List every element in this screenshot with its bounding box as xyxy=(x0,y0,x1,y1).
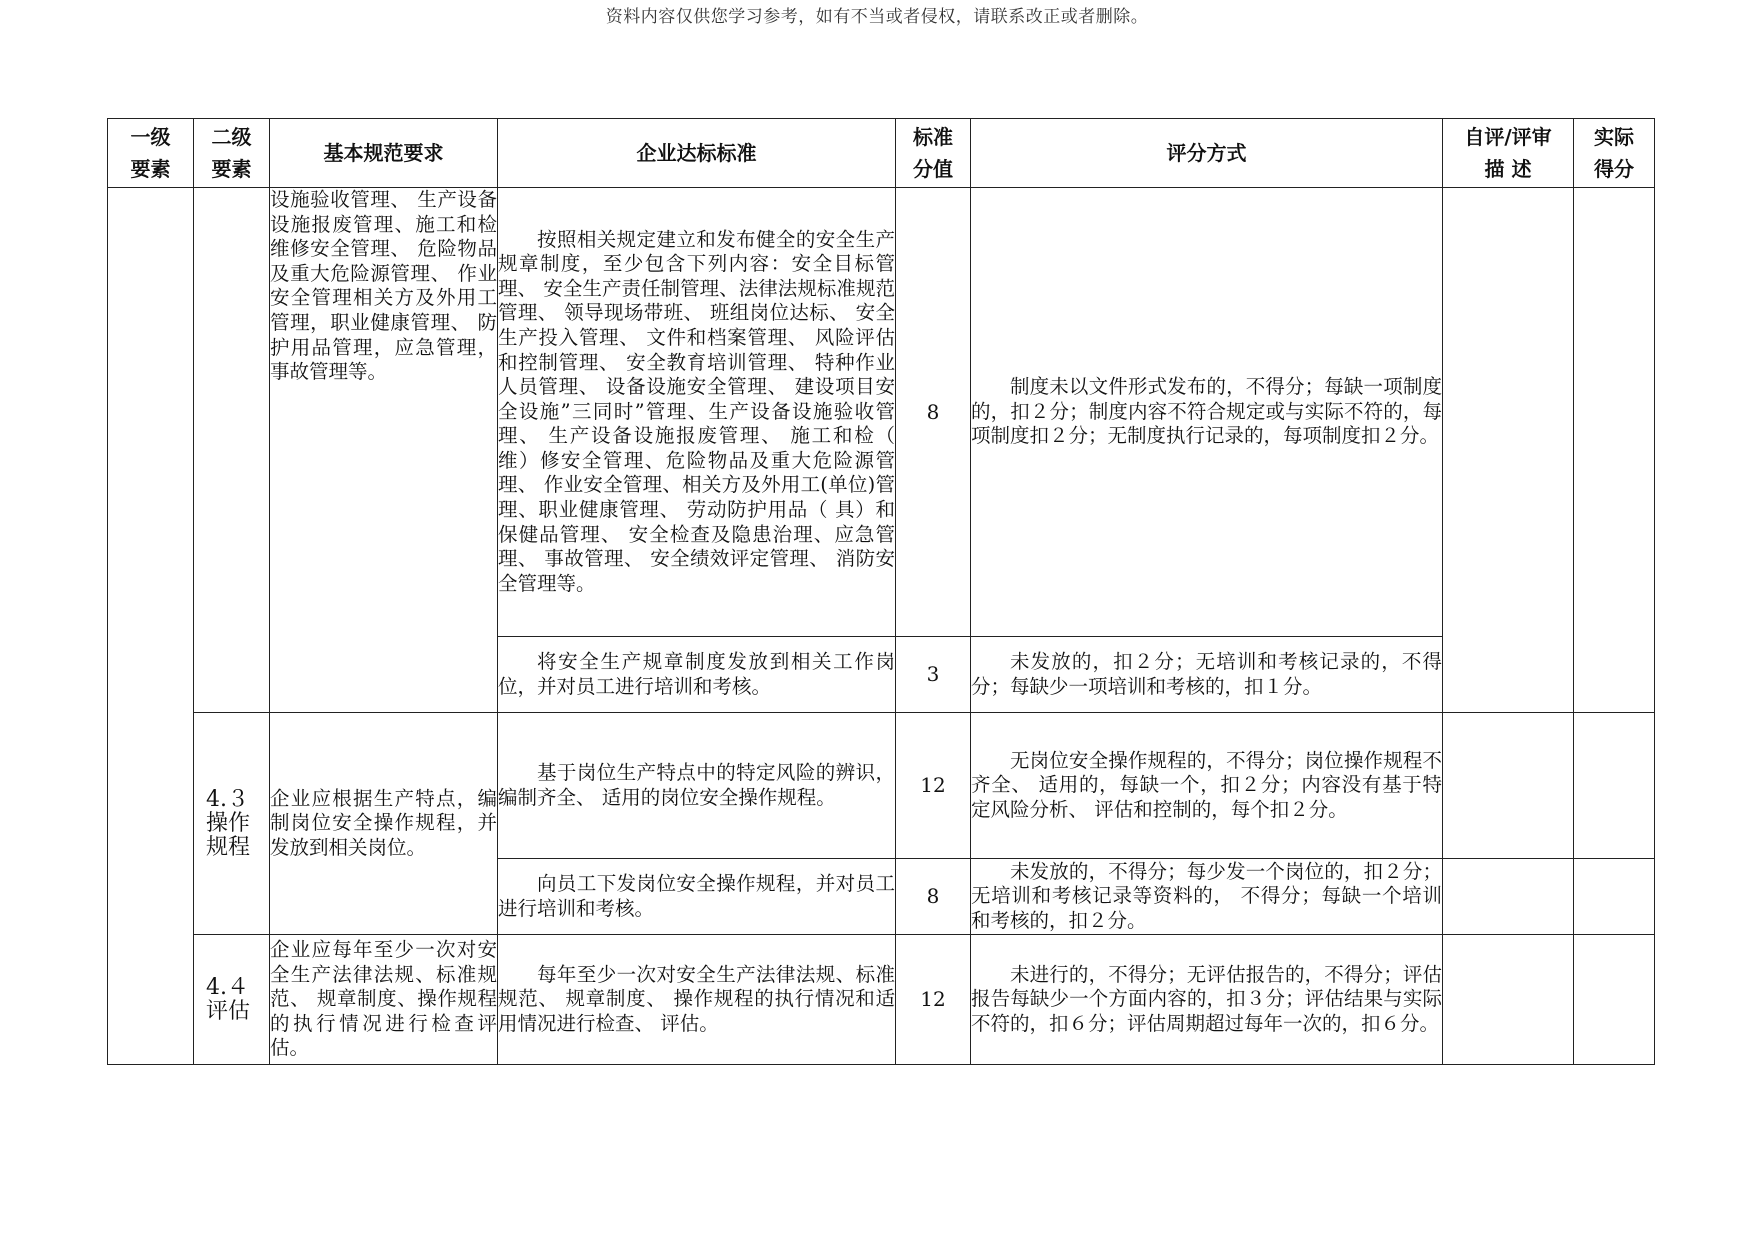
actual-score-cell xyxy=(1574,935,1655,1065)
standard-cell: 每年至少一次对安全生产法律法规、标准规范、 规章制度、 操作规程的执行情况和适用情况进行检查、 评估。 xyxy=(498,935,896,1065)
standard-cell: 将安全生产规章制度发放到相关工作岗位，并对员工进行培训和考核。 xyxy=(498,637,896,713)
scoring-cell: 制度未以文件形式发布的，不得分；每缺一项制度的，扣２分；制度内容不符合规定或与实际不符的，每项制度扣２分；无制度执行记录的，每项制度扣２分。 xyxy=(971,188,1443,637)
actual-score-cell xyxy=(1574,713,1655,859)
table-row xyxy=(108,713,1655,859)
actual-score-cell xyxy=(1574,188,1655,713)
header-standard-points: 标准 分值 xyxy=(896,119,971,188)
level1-element-cell xyxy=(108,188,194,1065)
review-cell xyxy=(1443,859,1574,935)
basic-requirement-cell: 企业应根据生产特点，编制岗位安全操作规程，并发放到相关岗位。 xyxy=(270,713,498,935)
element-cell-4-3: 4.３ 操作 规程 xyxy=(194,713,270,935)
header-level1-element: 一级 要素 xyxy=(108,119,194,188)
basic-requirement-cell: 设施验收管理、 生产设备设施报废管理、施工和检维修安全管理、 危险物品及重大危险源管理、 作业安全管理相关方及外用工管理，职业健康管理、 防护用品管理，应急管理，事故管理等。 xyxy=(270,188,498,713)
header-row xyxy=(108,119,1655,188)
standard-cell: 基于岗位生产特点中的特定风险的辨识，编制齐全、 适用的岗位安全操作规程。 xyxy=(498,713,896,859)
header-review-description: 自评/评审 描 述 xyxy=(1443,119,1574,188)
header-basic-requirements: 基本规范要求 xyxy=(270,119,498,188)
actual-score-cell xyxy=(1574,859,1655,935)
points-cell: 12 xyxy=(896,935,971,1065)
review-cell xyxy=(1443,713,1574,859)
standard-cell: 向员工下发岗位安全操作规程，并对员工进行培训和考核。 xyxy=(498,859,896,935)
points-cell: 8 xyxy=(896,188,971,637)
table-row xyxy=(108,935,1655,1065)
basic-requirement-cell: 企业应每年至少一次对安全生产法律法规、标准规范、 规章制度、操作规程的执行情况进行检查评估。 xyxy=(270,935,498,1065)
standards-table xyxy=(107,118,1655,1065)
review-cell xyxy=(1443,188,1574,713)
standard-cell: 按照相关规定建立和发布健全的安全生产规章制度，至少包含下列内容：安全目标管理、 安全生产责任制管理、法律法规标准规范管理、 领导现场带班、 班组岗位达标、 安全生产投入管理、 文件和档案管理、 风险评估和控制管理、 安全教育培训管理、 特种作业人员管理、 设备设施安全管理、 建设项目安全设施”三同时”管理、生产设备设施验收管理、 生产设备设施报废管理、 施工和检（ 维）修安全管理、危险物品及重大危险源管理、 作业安全管理、相关方及外用工(单位)管理、职业健康管理、 劳动防护用品（ 具）和保健品管理、 安全检查及隐患治理、应急管理、 事故管理、 安全绩效评定管理、 消防安全管理等。 xyxy=(498,188,896,637)
review-cell xyxy=(1443,935,1574,1065)
watermark-notice: 资料内容仅供您学习参考，如有不当或者侵权，请联系改正或者删除。 xyxy=(605,7,1149,27)
scoring-cell: 未进行的，不得分；无评估报告的，不得分；评估报告每缺少一个方面内容的，扣３分；评估结果与实际不符的，扣６分；评估周期超过每年一次的，扣６分。 xyxy=(971,935,1443,1065)
level2-element-cell xyxy=(194,188,270,713)
points-cell: 3 xyxy=(896,637,971,713)
scoring-cell: 未发放的，不得分；每少发一个岗位的，扣２分；无培训和考核记录等资料的， 不得分；每缺一个培训和考核的，扣２分。 xyxy=(971,859,1443,935)
header-level2-element: 二级 要素 xyxy=(194,119,270,188)
table-row xyxy=(108,188,1655,637)
header-compliance-standard: 企业达标标准 xyxy=(498,119,896,188)
header-scoring-method: 评分方式 xyxy=(971,119,1443,188)
points-cell: 8 xyxy=(896,859,971,935)
element-cell-4-4: 4.４ 评估 xyxy=(194,935,270,1065)
scoring-cell: 无岗位安全操作规程的，不得分；岗位操作规程不齐全、 适用的，每缺一个，扣２分；内容没有基于特定风险分析、 评估和控制的，每个扣２分。 xyxy=(971,713,1443,859)
scoring-cell: 未发放的，扣２分；无培训和考核记录的，不得分；每缺少一项培训和考核的，扣１分。 xyxy=(971,637,1443,713)
header-actual-score: 实际 得分 xyxy=(1574,119,1655,188)
points-cell: 12 xyxy=(896,713,971,859)
